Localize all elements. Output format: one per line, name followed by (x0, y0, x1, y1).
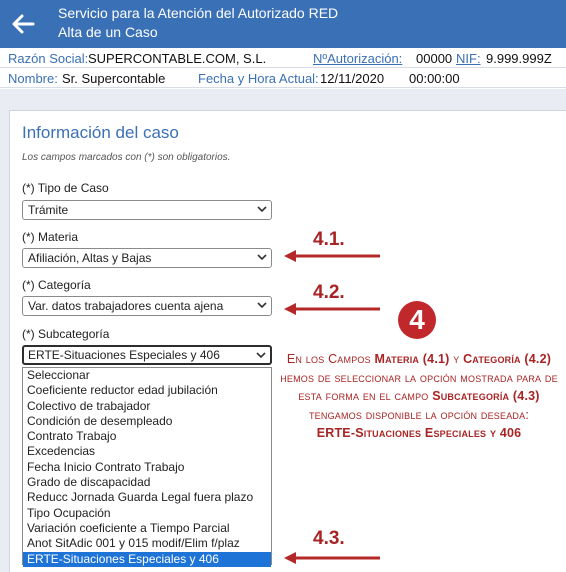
materia-select[interactable] (22, 248, 272, 268)
subcategoria-option[interactable]: Reducc Jornada Guarda Legal fuera plazo (27, 490, 254, 505)
page-title: Alta de un Caso (58, 24, 158, 40)
arrow-left-icon (282, 302, 382, 316)
subcategoria-option[interactable]: Variación coeficiente a Tiempo Parcial (27, 520, 230, 535)
nombre-value: Sr. Supercontable (62, 71, 166, 86)
subcategoria-option[interactable]: Seleccionar (27, 368, 90, 382)
categoria-select[interactable] (22, 296, 272, 316)
tipo-caso-label: (*) Tipo de Caso (22, 181, 109, 195)
subcategoria-option[interactable]: Contrato Trabajo (27, 429, 117, 444)
categoria-label: (*) Categoría (22, 278, 91, 292)
annotation-text-final: ERTE-Situaciones Especiales y 406 (316, 426, 522, 440)
materia-value: Afiliación, Altas y Bajas (28, 251, 152, 265)
fecha-value: 12/11/2020 (320, 71, 385, 86)
nif-value: 9.999.999Z (486, 51, 552, 66)
hora-value: 00:00:00 (409, 71, 460, 86)
step-badge: 4 (398, 301, 436, 339)
annotation-4-1: 4.1. (313, 229, 345, 250)
fecha-label: Fecha y Hora Actual: (198, 71, 319, 86)
subcategoria-dropdown-list (22, 367, 272, 565)
chevron-down-icon (257, 253, 267, 261)
annotation-explanation (278, 350, 560, 443)
subcategoria-label: (*) Subcategoría (22, 327, 110, 341)
user-info-row (0, 69, 566, 88)
annotation-text-subcategoria: Subcategoría (4.3) (432, 389, 540, 403)
chevron-down-icon (257, 205, 267, 213)
subcategoria-option[interactable]: Fecha Inicio Contrato Trabajo (27, 459, 185, 474)
tipo-caso-value: Trámite (28, 203, 69, 217)
subcategoria-value: ERTE-Situaciones Especiales y 406 (28, 348, 220, 362)
app-title: Servicio para la Atención del Autorizado RED (58, 5, 339, 21)
num-autorizacion-label: NºAutorización: (313, 51, 403, 66)
app-header (0, 0, 566, 48)
annotation-text-4: tengamos disponible la opción deseada: (308, 407, 529, 422)
arrow-left-icon (282, 249, 382, 263)
nombre-label: Nombre: (8, 71, 58, 86)
annotation-text-2: y (449, 352, 464, 366)
annotation-text-materia: Materia (4.1) (374, 352, 450, 366)
annotation-text-3: hemos de seleccionar la opción mostrada para de esta forma en el campo (280, 370, 558, 403)
back-arrow-icon[interactable] (9, 10, 37, 38)
subcategoria-select[interactable] (22, 345, 272, 365)
required-note: Los campos marcados con (*) son obligatorios. (22, 152, 231, 163)
annotation-4-3: 4.3. (313, 528, 345, 549)
chevron-down-icon (257, 301, 267, 309)
company-info-row (0, 49, 566, 68)
categoria-value: Var. datos trabajadores cuenta ajena (28, 299, 224, 313)
razon-social-value: SUPERCONTABLE.COM, S.L. (88, 51, 267, 66)
annotation-text-categoria: Categoría (4.2) (463, 352, 552, 366)
subcategoria-option[interactable]: Condición de desempleado (27, 413, 173, 428)
subcategoria-option[interactable]: Anot SitAdic 001 y 015 modif/Elim f/plaz (27, 536, 240, 551)
tipo-caso-select[interactable] (22, 200, 272, 220)
razon-social-label: Razón Social: (8, 51, 89, 66)
subcategoria-option[interactable]: Excedencias (27, 444, 96, 459)
subcategoria-option[interactable]: Colectivo de trabajador (27, 398, 151, 413)
section-title: Información del caso (22, 123, 179, 142)
annotation-4-2: 4.2. (313, 282, 345, 303)
annotation-text-1: En los Campos (286, 352, 375, 366)
nif-label: NIF: (456, 51, 481, 66)
num-autorizacion-value: 00000 (416, 51, 453, 66)
subcategoria-option[interactable]: Coeficiente reductor edad jubilación (27, 383, 218, 398)
materia-label: (*) Materia (22, 230, 79, 244)
arrow-left-icon (282, 551, 382, 565)
subcategoria-option[interactable]: Tipo Ocupación (27, 505, 111, 520)
subcategoria-option[interactable]: ERTE-Situaciones Especiales y 406 (23, 552, 271, 567)
chevron-down-icon (256, 351, 266, 359)
subcategoria-option[interactable]: Grado de discapacidad (27, 475, 151, 490)
